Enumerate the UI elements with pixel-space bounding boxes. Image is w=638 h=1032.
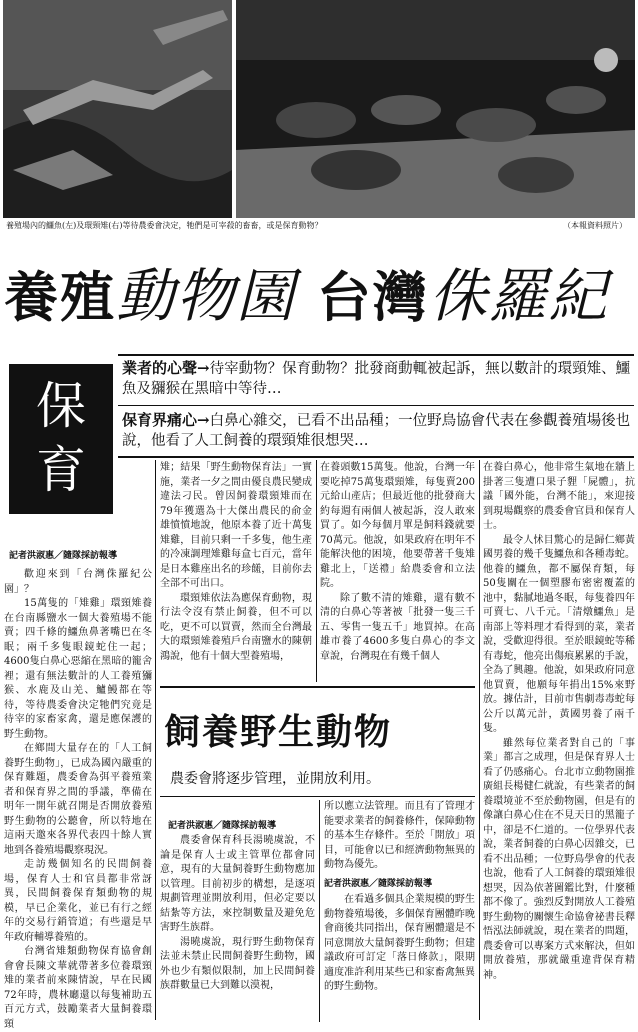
col2-p2: 環頸雉依法為應保育動物，現行法令沒有禁止飼養，但不可以吃，更不可以買賣，然而全台灣最大的環頸雉養殖戶台南鹽水的陳朝鴻說，他有十個大型養殖場， (160, 592, 312, 662)
box-rule (160, 796, 475, 797)
photo-crocodiles (3, 0, 232, 218)
col1-p2: 15萬隻的「雉雞」環頸雉養在台南縣鹽水一個大養殖場不能賣；四千條的鱷魚鼻著嘴巴在冬眠；兩千多隻眼鏡蛇住一起；4600隻白鼻心惡縮在黑暗的籠舍裡；還有無法數計的人工養殖獼猴、水鹿及山羌、鱸鰻都在等待，等待農委會決定牠們究竟是待宰的家畜家禽，還是應保護的野生動物。 (4, 598, 152, 740)
subhead-2 (122, 410, 634, 451)
article-column-4 (483, 461, 635, 1021)
col1-p4: 走訪幾個知名的民間飼養場，保育人士和官員都非常訝異，民間飼養保育類動物的規模，早已企業化，並已有行之經年的交易行銷管道；有些還是早年政府輔導養殖的。 (4, 859, 152, 943)
subhead-1 (122, 358, 634, 399)
box-column-2 (324, 800, 475, 1022)
col1-p3: 在鄉間大量存在的「人工飼養野生動物」，已成為國內嚴重的保育難題，農委會為弭平養殖業者和保育界之間的爭議，準備在明年一開年就召開是否開放養殖野生動物的公聽會，所以特地在這兩天邀來各界代表四十餘人實地到各養殖場觀察現況。 (4, 743, 152, 856)
box-byline-1: 記者洪淑惠／隨隊採訪報導 (168, 821, 277, 831)
box-headline: 飼養野生動物 (164, 712, 393, 753)
headline-part1: 養殖 (4, 265, 116, 329)
box-column-divider (319, 800, 320, 1022)
box-col2-p1: 所以應立法管理。而且有了管理才能要求業者的飼養條件，保障動物的基本生存條件。至於「開放」項目，可能會以已和經濟動物無異的動物為優先。 (324, 801, 475, 870)
byline-main: 記者洪淑惠／隨隊採訪報導 (9, 551, 118, 561)
subhead-1-label: 業者的心聲→ (122, 359, 210, 377)
side-char-1: 保 (36, 377, 86, 435)
box-col2-p2: 在看過多個具企業規模的野生動物養殖場後，多個保育團體昨晚會商後共同指出，保育團體還是不同意開放大量飼養野生動物；但建議政府可訂定「落日條款」，限期適度准許利用某些已和家畜禽無異的野生動物。 (324, 894, 475, 992)
box-column-1 (160, 834, 315, 1022)
col4-p2: 最令人怵目驚心的是歸仁鄉黃國男養的幾千隻鱷魚和各種毒蛇。他養的鱷魚，都不屬保育類，每50隻關在一個塑膠布密密覆蓋的池中，黏膩地過冬眠，每隻養四年可賣七、八千元。「清燉鱷魚」是南部上等料理才看得到的菜，業者說，受歡迎得很。至於眼鏡蛇等稀有毒蛇，他亮出傷痕累累的手說，全為了興趣。他說，如果政府同意他買賣，他願每年捐出15%來野放。據估計，目前市售劇毒毒蛇每公斤以萬元計，黃國男養了兩千隻。 (483, 534, 635, 734)
article-column-3 (320, 461, 475, 683)
headline-part3: 台灣 (316, 265, 429, 329)
side-char-2: 育 (36, 441, 86, 499)
box-byline-2: 記者洪淑惠／隨隊採訪報導 (324, 878, 433, 889)
box-subheadline: 農委會將逐步管理，並開放利用。 (170, 771, 380, 787)
col2-p1: 雉；結果「野生動物保育法」一實施，業者一夕之間由優良農民變成違法刁民。曾因飼養環頸雉而在79年獲選為十大傑出農民的俞金雄憤憤地說，他原本養了近十萬隻雉雞，目前只剩一千多隻，他生產的冷凍調理雉雞每盒七百元，當年是日本雞座出名的珍饈，目前你去全部不可出口。 (160, 462, 312, 589)
photo-pheasants (236, 0, 635, 218)
box-col1-p1: 農委會保育科長湯曉虞說，不論是保育人士或主管單位都會同意，現有的大量飼養野生動物應加以管理。目前初步的構想，是逐項規劃管理並開放利用，但必定要以結紮等方法，來控制數量及避免危害野生族群。 (160, 835, 315, 933)
col1-p5: 台灣省雉類動物保育協會創會會長陳文華就帶著多位養環頸雉的業者前來陳情說，早在民國72年時，農林廳還以每隻補助五百元方式，鼓勵業者大量飼養環頸 (4, 946, 152, 1030)
col4-p3: 雖然每位業者對自己的「事業」都言之成理，但是保育界人士看了仍感痛心。台北市立動物園推廣組長楊健仁就說，有些業者的飼養環境並不至於動物園，但是有的像讓白鼻心住在不見天日的黑籠子中，卻是不仁道的。一位學界代表說，業者飼養的白鼻心因雜交，已看不出品種；一位野鳥學會的代表也說，他看了人工飼養的環頸雉很想哭，因為依著圖鑑比對，什麼種都不像了。強烈反對開放人工養殖野生動物的關懷生命協會祕書長釋悟泓法師就說，現在業者的問題，農委會可以專案方式來解決，但如開放養殖，那就嚴重違背保育精神。 (483, 737, 635, 981)
side-label-box (9, 364, 113, 514)
subhead-2-text: 白鼻心雜交，已看不出品種；一位野鳥協會代表在參觀養殖場後也說，他看了人工飼養的環頸雉很想哭… (122, 413, 631, 449)
photo-credit: （本報資料照片） (563, 221, 627, 230)
column-divider-1 (155, 460, 156, 1020)
subhead-rule-bottom (118, 456, 634, 458)
photo-caption: 養殖場內的鱷魚(左)及環頸雉(右)等待農委會決定，牠們是可宰殺的畜畜，或是保育動物？ (6, 221, 323, 230)
subhead-1-text: 待宰動物？保育動物？批發商動輒被起訴，無以數計的環頸雉、鱷魚及獼猴在黑暗中等待… (122, 361, 631, 397)
article-column-1 (4, 568, 152, 1030)
subhead-rule-top (118, 354, 634, 356)
col4-p1: 在養白鼻心，他非常生氣地在牆上掛著三隻遭口果子貍「屍體」，抗議「國外能，台灣不能」，來迎接到現場觀察的農委會官員和保育人士。 (483, 462, 635, 531)
col1-p1: 歡迎來到「台灣侏羅紀公園」？ (4, 569, 152, 595)
col3-p1: 在養頭數15萬隻。他說，台灣一年要吃掉75萬隻環頸雉，每隻賣200元給山產店；但最近他的批發商大約每週有兩個人被起訴，沒人敢來買了。如今每個月單是飼料錢就要70萬元。他說，如果政府在明年不能解決他的困境，他要帶著千隻雉雞北上，「送禮」給農委會和立法院。 (320, 462, 475, 589)
subhead-2-label: 保育界痛心→ (122, 411, 210, 429)
subhead-rule-mid (118, 405, 634, 406)
headline-part4: 侏羅紀 (428, 262, 609, 330)
boxed-article (160, 686, 475, 1022)
main-headline (4, 262, 609, 330)
column-divider-3 (479, 460, 480, 1020)
article-column-2 (160, 461, 312, 683)
box-col1-p2: 湯曉虞說，現行野生動物保育法並未禁止民間飼養野生動物，國外也少有類似限制，加上民間飼養族群數量已大到難以漠視， (160, 936, 315, 991)
column-divider-2 (316, 460, 317, 682)
headline-part2: 動物園 (116, 262, 297, 330)
col3-p2: 除了數不清的雉雞，還有數不清的白鼻心等著被「批發一隻三千五、零售一隻五千」地買掉。在高雄市養了4600多隻白鼻心的李文章說，台灣現在有幾千個人 (320, 592, 475, 662)
